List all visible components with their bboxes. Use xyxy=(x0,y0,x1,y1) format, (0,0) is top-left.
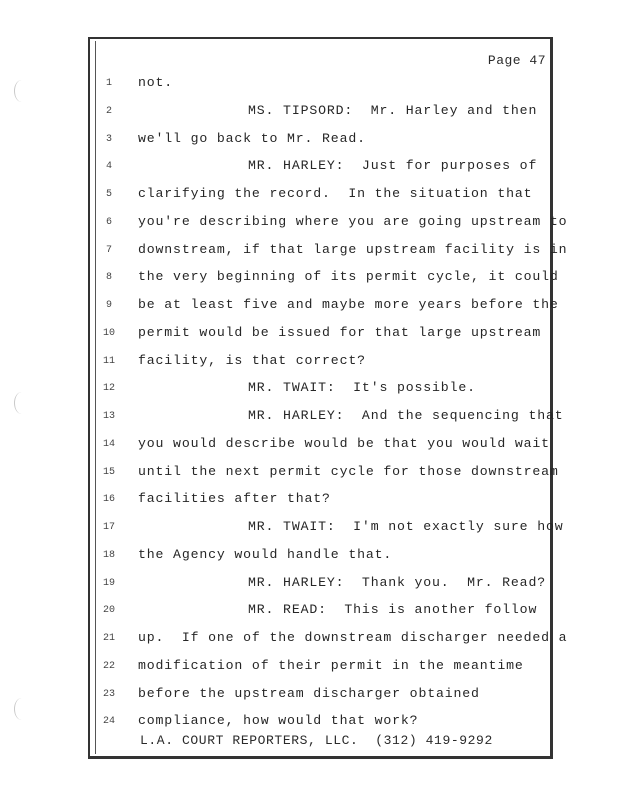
transcript-line: until the next permit cycle for those downstream xyxy=(138,463,559,479)
line-number: 10 xyxy=(102,327,115,339)
transcript-line: clarifying the record. In the situation that xyxy=(138,186,533,201)
line-number: 12 xyxy=(102,383,115,395)
line-number: 9 xyxy=(105,300,112,311)
transcript-line: MR. READ: This is another follow xyxy=(248,602,538,618)
line-number: 23 xyxy=(102,688,115,700)
line-number: 13 xyxy=(102,411,115,422)
transcript-line: MR. HARLEY: And the sequencing that xyxy=(248,408,564,423)
line-number-margin-rule xyxy=(95,41,96,754)
transcript-line: up. If one of the downstream discharger needed a xyxy=(138,630,568,645)
line-number: 6 xyxy=(105,216,112,228)
line-number: 14 xyxy=(102,438,115,450)
transcript-line: MR. TWAIT: It's possible. xyxy=(248,380,476,396)
transcript-line: facilities after that? xyxy=(138,491,331,507)
transcript-line: MR. HARLEY: Thank you. Mr. Read? xyxy=(248,574,546,590)
binder-hole-mark xyxy=(14,80,29,102)
binder-hole-mark xyxy=(14,392,29,414)
transcript-line: downstream, if that large upstream facility is in xyxy=(138,241,568,257)
transcript-line: we'll go back to Mr. Read. xyxy=(138,130,366,146)
line-number: 22 xyxy=(102,660,115,672)
line-number: 17 xyxy=(102,522,115,533)
reporter-footer: L.A. COURT REPORTERS, LLC. (312) 419-9292 xyxy=(140,733,493,748)
line-number: 15 xyxy=(102,466,115,478)
line-number: 24 xyxy=(102,716,115,728)
transcript-line: permit would be issued for that large upstream xyxy=(138,324,542,340)
transcript-line: not. xyxy=(138,75,174,90)
transcript-line: the Agency would handle that. xyxy=(138,546,393,562)
transcript-line: MR. TWAIT: I'm not exactly sure how xyxy=(248,519,564,534)
transcript-line: be at least five and maybe more years before the xyxy=(138,297,559,312)
transcript-line: the very beginning of its permit cycle, it could xyxy=(138,269,559,285)
line-number: 18 xyxy=(102,549,115,561)
transcript-line: before the upstream discharger obtained xyxy=(138,685,480,701)
transcript-line: you're describing where you are going upstream to xyxy=(138,213,568,229)
binder-hole-mark xyxy=(14,698,29,720)
line-number: 5 xyxy=(105,189,112,200)
line-number: 8 xyxy=(105,272,112,284)
line-number: 1 xyxy=(105,78,112,89)
transcript-line: facility, is that correct? xyxy=(138,352,366,368)
line-number: 16 xyxy=(102,494,115,506)
transcript-line: modification of their permit in the meantime xyxy=(138,657,524,673)
page-number: Page 47 xyxy=(487,53,546,68)
line-number: 4 xyxy=(105,161,112,173)
transcript-line: MR. HARLEY: Just for purposes of xyxy=(248,158,538,174)
line-number: 3 xyxy=(105,133,112,145)
line-number: 19 xyxy=(102,577,115,589)
line-number: 21 xyxy=(102,633,115,644)
transcript-line: MS. TIPSORD: Mr. Harley and then xyxy=(248,102,538,118)
line-number: 7 xyxy=(105,244,112,256)
transcript-line: compliance, how would that work? xyxy=(138,713,419,729)
transcript-line: you would describe would be that you would wait xyxy=(138,435,550,451)
line-number: 11 xyxy=(102,355,115,367)
line-number: 2 xyxy=(105,105,112,117)
line-number: 20 xyxy=(102,605,115,617)
